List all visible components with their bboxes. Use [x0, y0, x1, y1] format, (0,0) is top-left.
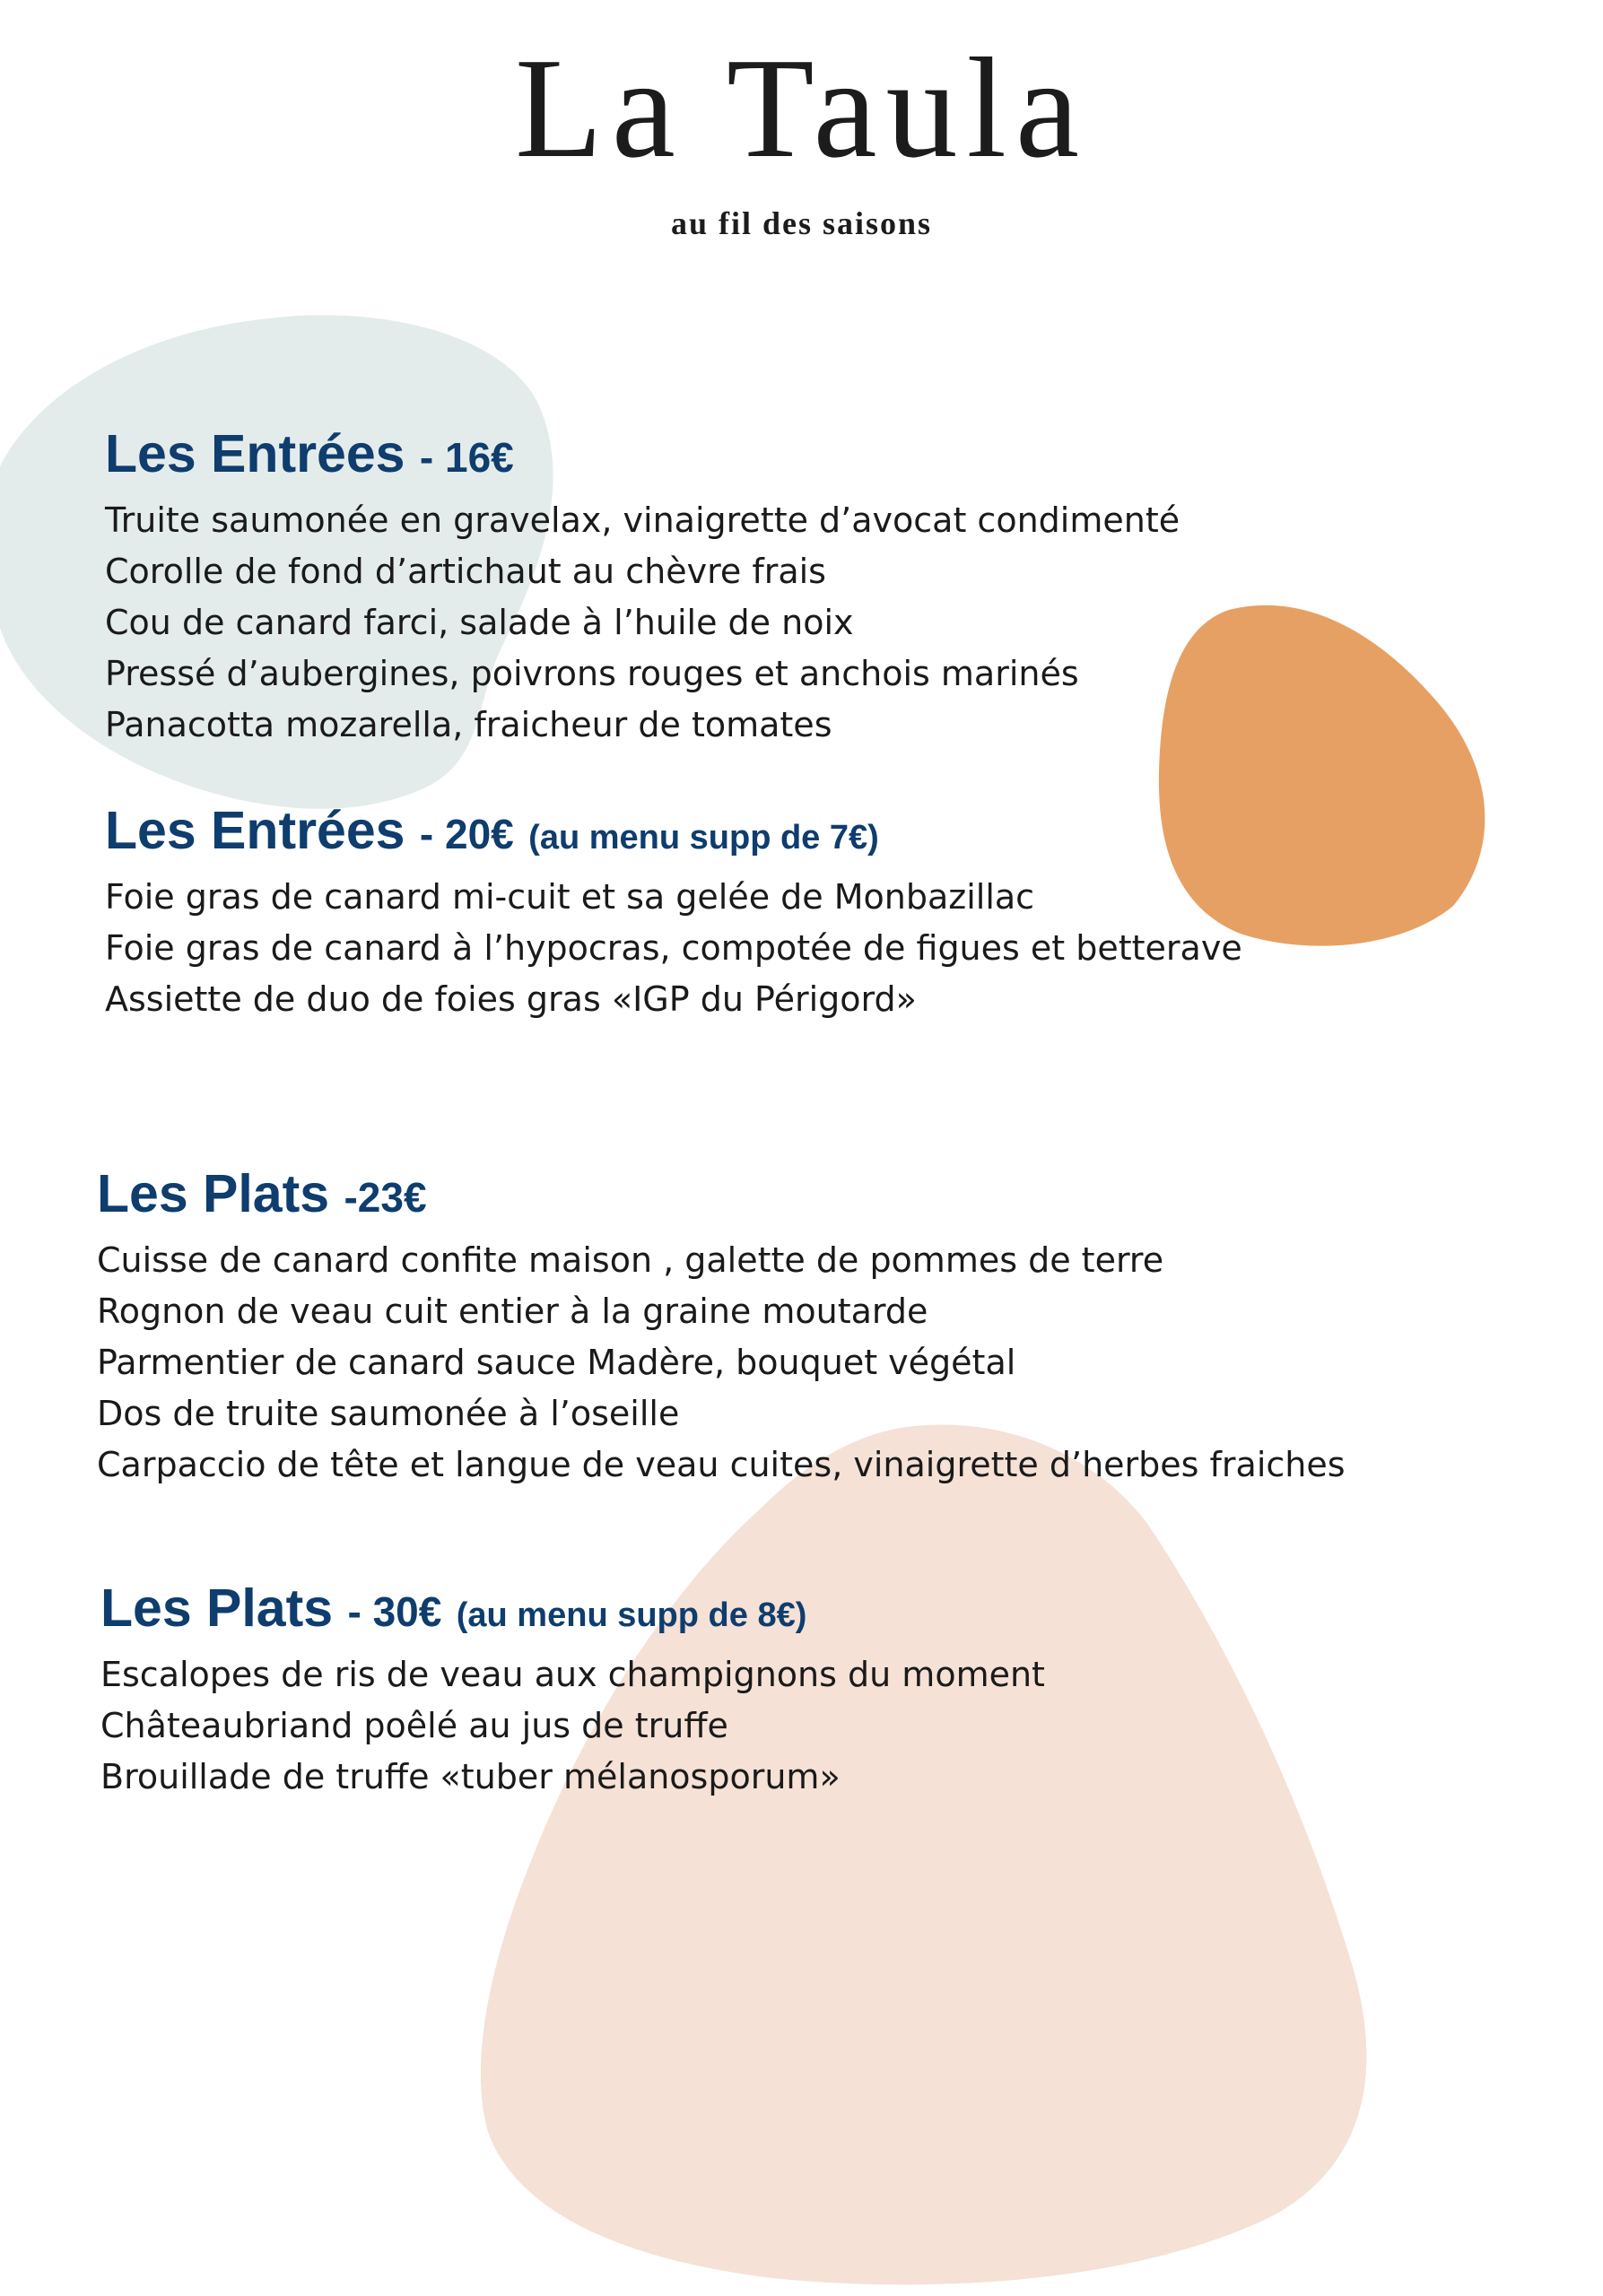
- section-supplement-note: (au menu supp de 8€): [456, 1596, 807, 1634]
- menu-item-list: [105, 495, 1180, 751]
- menu-item: Parmentier de canard sauce Madère, bouquet végétal: [97, 1343, 1016, 1382]
- menu-item-list: [105, 872, 1242, 1025]
- section-title: Les Plats: [100, 1578, 334, 1638]
- menu-item: Escalopes de ris de veau aux champignons du moment: [100, 1655, 1045, 1694]
- menu-item: Truite saumonée en gravelax, vinaigrette d’avocat condimenté: [105, 500, 1180, 540]
- section-price: - 20€: [419, 811, 514, 857]
- menu-item: Châteaubriand poêlé au jus de truffe: [100, 1706, 728, 1745]
- menu-section-plats-23: [97, 1164, 1346, 1491]
- section-heading: [105, 801, 1242, 860]
- restaurant-name: La Taula: [515, 28, 1088, 187]
- restaurant-tagline: au fil des saisons: [670, 205, 933, 241]
- menu-item-list: [97, 1235, 1346, 1491]
- menu-item: Assiette de duo de foies gras «IGP du Périgord»: [105, 979, 917, 1019]
- menu-item-list: [100, 1649, 1045, 1803]
- menu-item: Foie gras de canard à l’hypocras, compotée de figues et betterave: [105, 928, 1242, 968]
- menu-item: Foie gras de canard mi-cuit et sa gelée de Monbazillac: [105, 877, 1035, 917]
- menu-section-entrees-20: [105, 801, 1242, 1025]
- section-supplement-note: (au menu supp de 7€): [528, 819, 879, 857]
- menu-section-plats-30: [100, 1578, 1045, 1803]
- section-title: Les Entrées: [105, 801, 405, 860]
- menu-section-entrees-16: [105, 424, 1180, 751]
- menu-item: Corolle de fond d’artichaut au chèvre frais: [105, 552, 826, 591]
- section-price: - 16€: [419, 434, 514, 481]
- menu-item: Pressé d’aubergines, poivrons rouges et anchois marinés: [105, 654, 1079, 693]
- menu-item: Cou de canard farci, salade à l’huile de noix: [105, 603, 854, 642]
- section-heading: [97, 1164, 1346, 1223]
- section-title: Les Plats: [97, 1164, 330, 1223]
- section-price: -23€: [344, 1174, 427, 1221]
- section-heading: [100, 1578, 1045, 1638]
- pink-blob: [481, 1424, 1367, 2284]
- menu-item: Cuisse de canard confite maison , galette de pommes de terre: [97, 1240, 1164, 1280]
- menu-item: Dos de truite saumonée à l’oseille: [97, 1394, 680, 1433]
- menu-item: Brouillade de truffe «tuber mélanosporum»: [100, 1757, 841, 1796]
- menu-item: Carpaccio de tête et langue de veau cuites, vinaigrette d’herbes fraiches: [97, 1445, 1346, 1484]
- menu-item: Rognon de veau cuit entier à la graine moutarde: [97, 1292, 928, 1331]
- section-heading: [105, 424, 1180, 483]
- menu-item: Panacotta mozarella, fraicheur de tomates: [105, 705, 832, 744]
- section-price: - 30€: [347, 1588, 442, 1635]
- section-title: Les Entrées: [105, 424, 405, 483]
